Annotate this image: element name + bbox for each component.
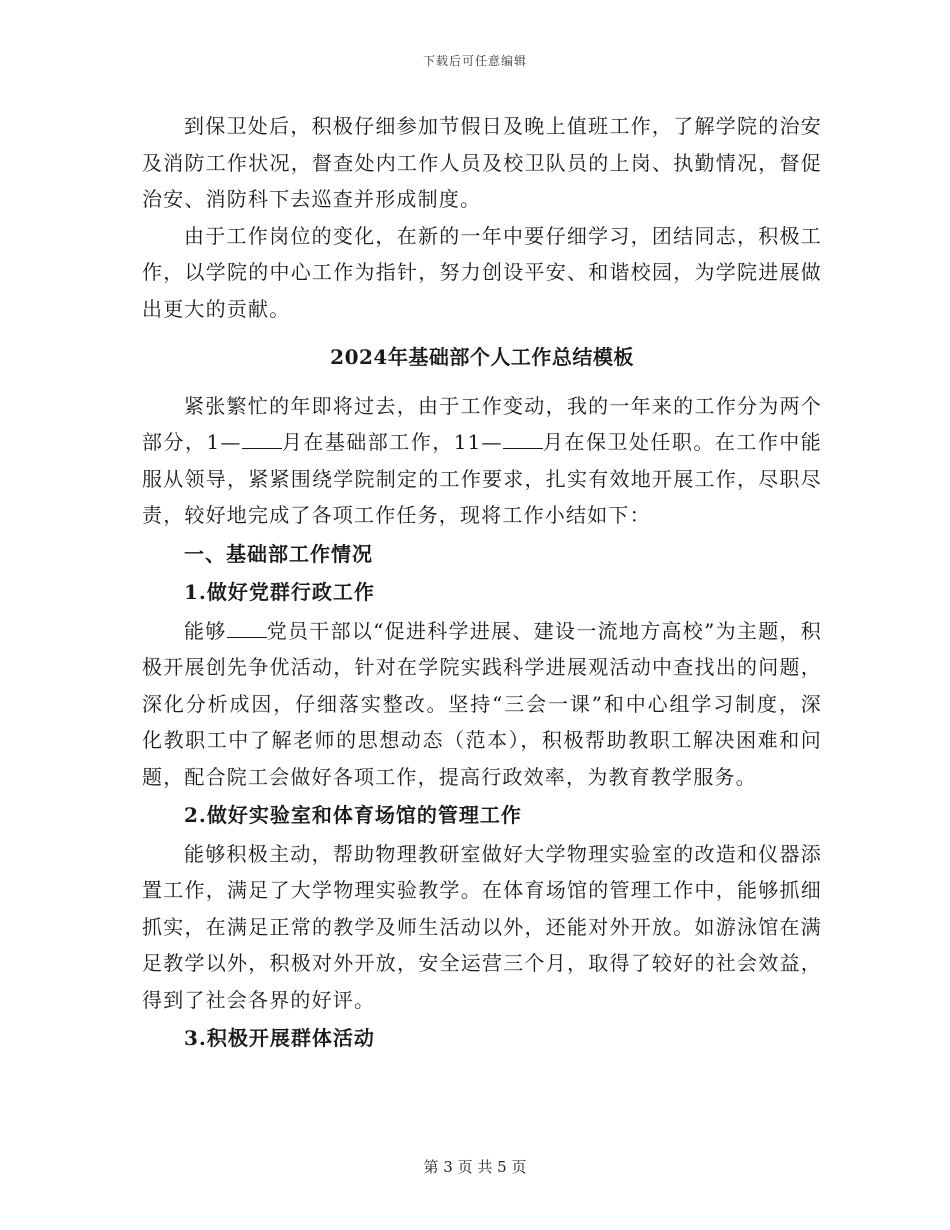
paragraph-new-year-plan: 由于工作岗位的变化，在新的一年中要仔细学习，团结同志，积极工作，以学院的中心工作为指针，努力创设平安、和谐校园，为学院进展做出更大的贡献。	[142, 223, 822, 321]
item1-text-2: 党员干部以“促进科学进展、建设一流地方高校”为主题，积极开展创先争优活动，针对在学院实践科学进展观活动中查找出的问题，深化分析成因，仔细落实整改。坚持“三会一课”和中心组学习制度，深化教职工中了解老师的思想动态（范本），积极帮助教职工解决困难和问题，配合院工会做好各项工作，提高行政效率，为教育教学服务。	[142, 618, 822, 789]
item-heading-2: 2.做好实验室和体育场馆的管理工作	[184, 803, 522, 827]
section-heading-1: 一、基础部工作情况	[184, 541, 373, 566]
paragraph-lab-management: 能够积极主动，帮助物理教研室做好大学物理实验室的改造和仪器添置工作，满足了大学物理实验教学。在体育场馆的管理工作中，能够抓细抓实，在满足正常的教学及师生活动以外，还能对外开放。如游泳馆在满足教学以外，积极对外开放，安全运营三个月，取得了较好的社会效益，得到了社会各界的好评。	[142, 841, 822, 1012]
document-title: 2024年基础部个人工作总结模板	[330, 345, 634, 369]
blank-underline	[503, 430, 543, 449]
paragraph-party-work	[142, 613, 822, 796]
intro-text-1: 紧张繁忙的年即将过去，由于工作变动，我的一年来的工作分为两个部分，1—	[142, 393, 822, 454]
item-heading-3: 3.积极开展群体活动	[184, 1026, 375, 1050]
intro-text-2: 月在基础部工作，11—	[281, 430, 503, 454]
paragraph-security-duty: 到保卫处后，积极仔细参加节假日及晚上值班工作，了解学院的治安及消防工作状况，督查处内工作人员及校卫队员的上岗、执勤情况，督促治安、消防科下去巡查并形成制度。	[142, 114, 822, 211]
item-heading-1: 1.做好党群行政工作	[184, 580, 375, 604]
page-footer: 第 3 页 共 5 页	[423, 1158, 527, 1176]
paragraph-intro	[142, 388, 822, 534]
page-header: 下载后可任意编辑	[422, 54, 527, 68]
document-body	[142, 108, 822, 1059]
intro-text-3: 月在保卫处任职。在工作中能服从领导，紧紧围绕学院制定的工作要求，扎实有效地开展工作，尽职尽责，较好地完成了各项工作任务，现将工作小结如下：	[142, 430, 822, 527]
blank-underline	[227, 619, 267, 638]
blank-underline	[242, 430, 282, 449]
item1-text-1: 能够	[184, 618, 227, 643]
